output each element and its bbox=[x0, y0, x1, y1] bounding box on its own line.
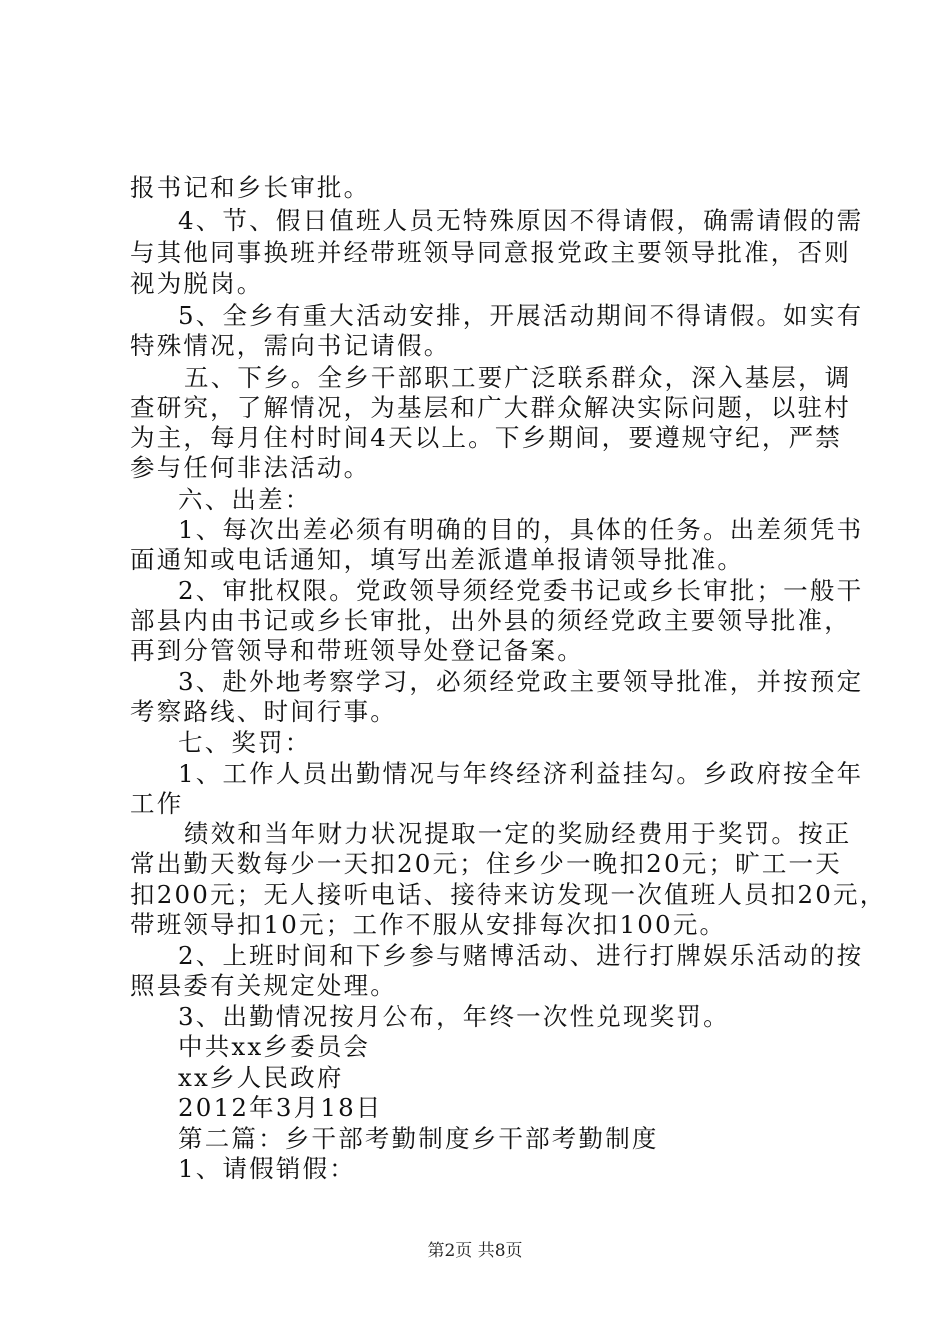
signature-org: 中共xx乡委员会 bbox=[178, 1032, 371, 1061]
text-line: 绩效和当年财力状况提取一定的奖励经费用于奖罚。按正 bbox=[184, 819, 852, 848]
text-line: 1、工作人员出勤情况与年终经济利益挂勾。乡政府按全年 bbox=[178, 759, 864, 788]
text-line: 参与任何非法活动。 bbox=[130, 453, 371, 482]
text-line: 3、出勤情况按月公布，年终一次性兑现奖罚。 bbox=[178, 1002, 730, 1031]
text-line: 2、上班时间和下乡参与赌博活动、进行打牌娱乐活动的按 bbox=[178, 941, 864, 970]
text-line: 工作 bbox=[130, 789, 184, 818]
text-line: 带班领导扣10元；工作不服从安排每次扣100元。 bbox=[130, 910, 727, 939]
text-line: 再到分管领导和带班领导处登记备案。 bbox=[130, 636, 584, 665]
text-line: 1、请假销假： bbox=[178, 1154, 356, 1183]
text-line: 2、审批权限。党政领导须经党委书记或乡长审批；一般干 bbox=[178, 576, 864, 605]
text-line: 4、节、假日值班人员无特殊原因不得请假，确需请假的需 bbox=[178, 206, 864, 235]
text-line: 5、全乡有重大活动安排，开展活动期间不得请假。如实有 bbox=[178, 301, 864, 330]
text-line: 查研究，了解情况，为基层和广大群众解决实际问题，以驻村 bbox=[130, 393, 851, 422]
signature-gov: xx乡人民政府 bbox=[178, 1063, 344, 1092]
text-line: 常出勤天数每少一天扣20元；住乡少一晚扣20元；旷工一天 bbox=[130, 849, 842, 878]
text-line: 照县委有关规定处理。 bbox=[130, 971, 397, 1000]
text-line: 考察路线、时间行事。 bbox=[130, 697, 397, 726]
text-line: 特殊情况，需向书记请假。 bbox=[130, 331, 451, 360]
text-line: 面通知或电话通知，填写出差派遣单报请领导批准。 bbox=[130, 545, 745, 574]
page-footer: 第2页 共8页 bbox=[427, 1241, 523, 1261]
text-line: 与其他同事换班并经带班领导同意报党政主要领导批准，否则 bbox=[130, 238, 851, 267]
text-line: 扣200元；无人接听电话、接待来访发现一次值班人员扣20元， bbox=[130, 880, 887, 909]
text-line: 五、下乡。全乡干部职工要广泛联系群众，深入基层，调 bbox=[184, 363, 852, 392]
signature-date: 2012年3月18日 bbox=[178, 1093, 383, 1122]
text-line: 为主，每月住村时间4天以上。下乡期间，要遵规守纪，严禁 bbox=[130, 423, 842, 452]
text-line: 视为脱岗。 bbox=[130, 269, 264, 298]
text-line: 1、每次出差必须有明确的目的，具体的任务。出差须凭书 bbox=[178, 515, 864, 544]
text-line: 部县内由书记或乡长审批，出外县的须经党政主要领导批准， bbox=[130, 606, 851, 635]
chapter-heading: 第二篇：乡干部考勤制度乡干部考勤制度 bbox=[178, 1124, 659, 1153]
section-heading: 六、出差： bbox=[178, 485, 312, 514]
section-heading: 七、奖罚： bbox=[178, 728, 312, 757]
text-line: 3、赴外地考察学习，必须经党政主要领导批准，并按预定 bbox=[178, 667, 864, 696]
text-line: 报书记和乡长审批。 bbox=[130, 173, 371, 202]
